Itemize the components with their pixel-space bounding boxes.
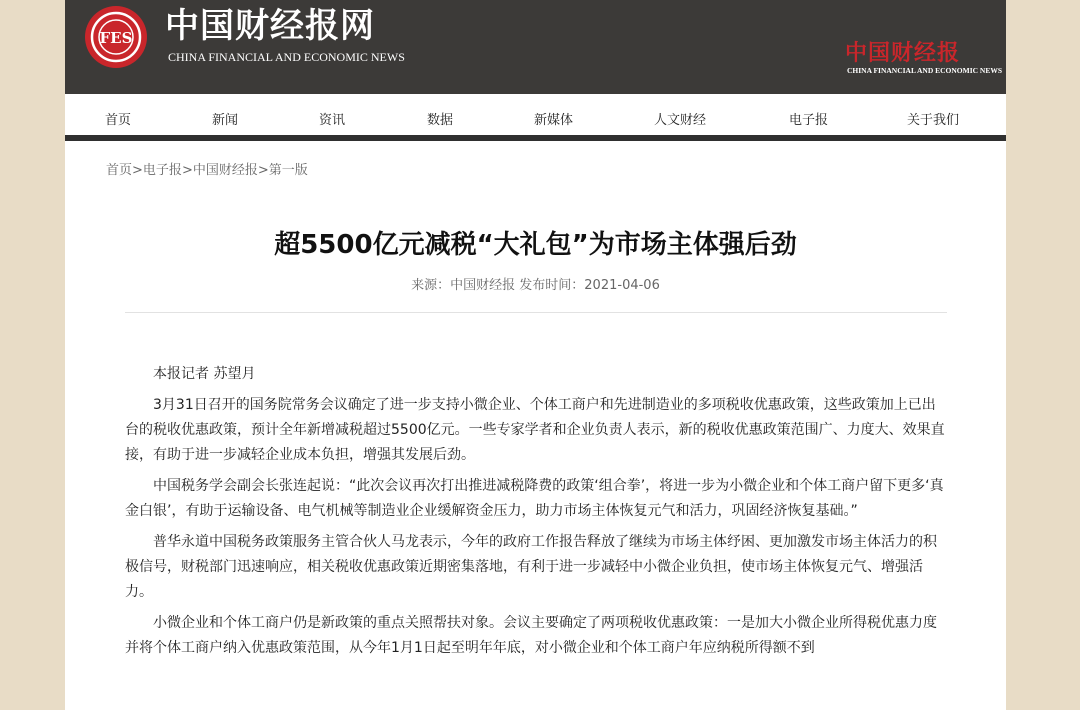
nav-item-new-media[interactable]: 新媒体 [534,113,574,128]
breadcrumb-page-one[interactable]: 第一版 [268,163,308,178]
newspaper-logo-subtitle: CHINA FINANCIAL AND ECONOMIC NEWS [847,66,1003,75]
nav-item-e-paper[interactable]: 电子报 [789,113,829,128]
article-paragraph: 小微企业和个体工商户仍是新政策的重点关照帮扶对象。会议主要确定了两项税收优惠政策：一是加大小微企业所得税优惠力度并将个体工商户纳入优惠政策范围，从今年1月1日起至明年年底，对小微企业和个体工商户年应纳税所得额不到 [125,615,937,656]
article-title: 超5500亿元减税“大礼包”为市场主体强后劲 [274,230,797,260]
site-header [65,0,1006,94]
nav-item-humanities-finance[interactable]: 人文财经 [654,113,707,128]
divider [125,312,947,313]
breadcrumb-e-paper[interactable]: 电子报 [142,163,182,178]
nav-item-data[interactable]: 数据 [427,113,454,128]
newspaper-logo-title: 中国财经报 [845,40,961,66]
article-byline: 本报记者 苏望月 [153,366,256,382]
breadcrumb [106,159,308,178]
page [65,0,1006,710]
breadcrumb-separator: > [132,163,143,178]
breadcrumb-separator: > [257,163,269,178]
main-nav [65,108,1006,134]
article-paragraph: 普华永道中国税务政策服务主管合伙人马龙表示，今年的政府工作报告释放了继续为市场主体纾困、更加激发市场主体活力的积极信号，财税部门迅速响应，相关税收优惠政策近期密集落地，有利于进一步减轻中小微企业负担，使市场主体恢复元气、增强活力。 [125,534,937,600]
site-title[interactable]: 中国财经报网 [165,6,375,46]
nav-item-about-us[interactable]: 关于我们 [907,113,960,128]
article-paragraph: 3月31日召开的国务院常务会议确定了进一步支持小微企业、个体工商户和先进制造业的多项税收优惠政策，这些政策加上已出台的税收优惠政策，预计全年新增减税超过5500亿元。一些专家学者和企业负责人表示，新的税收优惠政策范围广、力度大、效果直接，有助于进一步减轻企业成本负担，增强其发展后劲。 [125,397,945,463]
logo-seal-text: FES [99,29,133,47]
breadcrumb-newspaper[interactable]: 中国财经报 [192,163,258,178]
nav-divider-bar [65,135,1006,141]
nav-item-home[interactable]: 首页 [105,113,132,128]
nav-item-info[interactable]: 资讯 [319,113,346,128]
article-body [125,362,947,667]
article-paragraph: 中国税务学会副会长张连起说：“此次会议再次打出推进减税降费的政策‘组合拳’，将进一步为小微企业和个体工商户留下更多‘真金白银’，有助于运输设备、电气机械等制造业企业缓解资金压力，助力市场主体恢复元气和活力，巩固经济恢复基础。” [125,478,944,519]
breadcrumb-home[interactable]: 首页 [106,163,133,178]
site-subtitle: CHINA FINANCIAL AND ECONOMIC NEWS [168,50,405,64]
logo-seal-icon[interactable] [83,4,149,70]
article-meta: 来源：中国财经报 发布时间：2021-04-06 [411,278,660,293]
breadcrumb-separator: > [181,163,193,178]
nav-item-news[interactable]: 新闻 [212,113,239,128]
